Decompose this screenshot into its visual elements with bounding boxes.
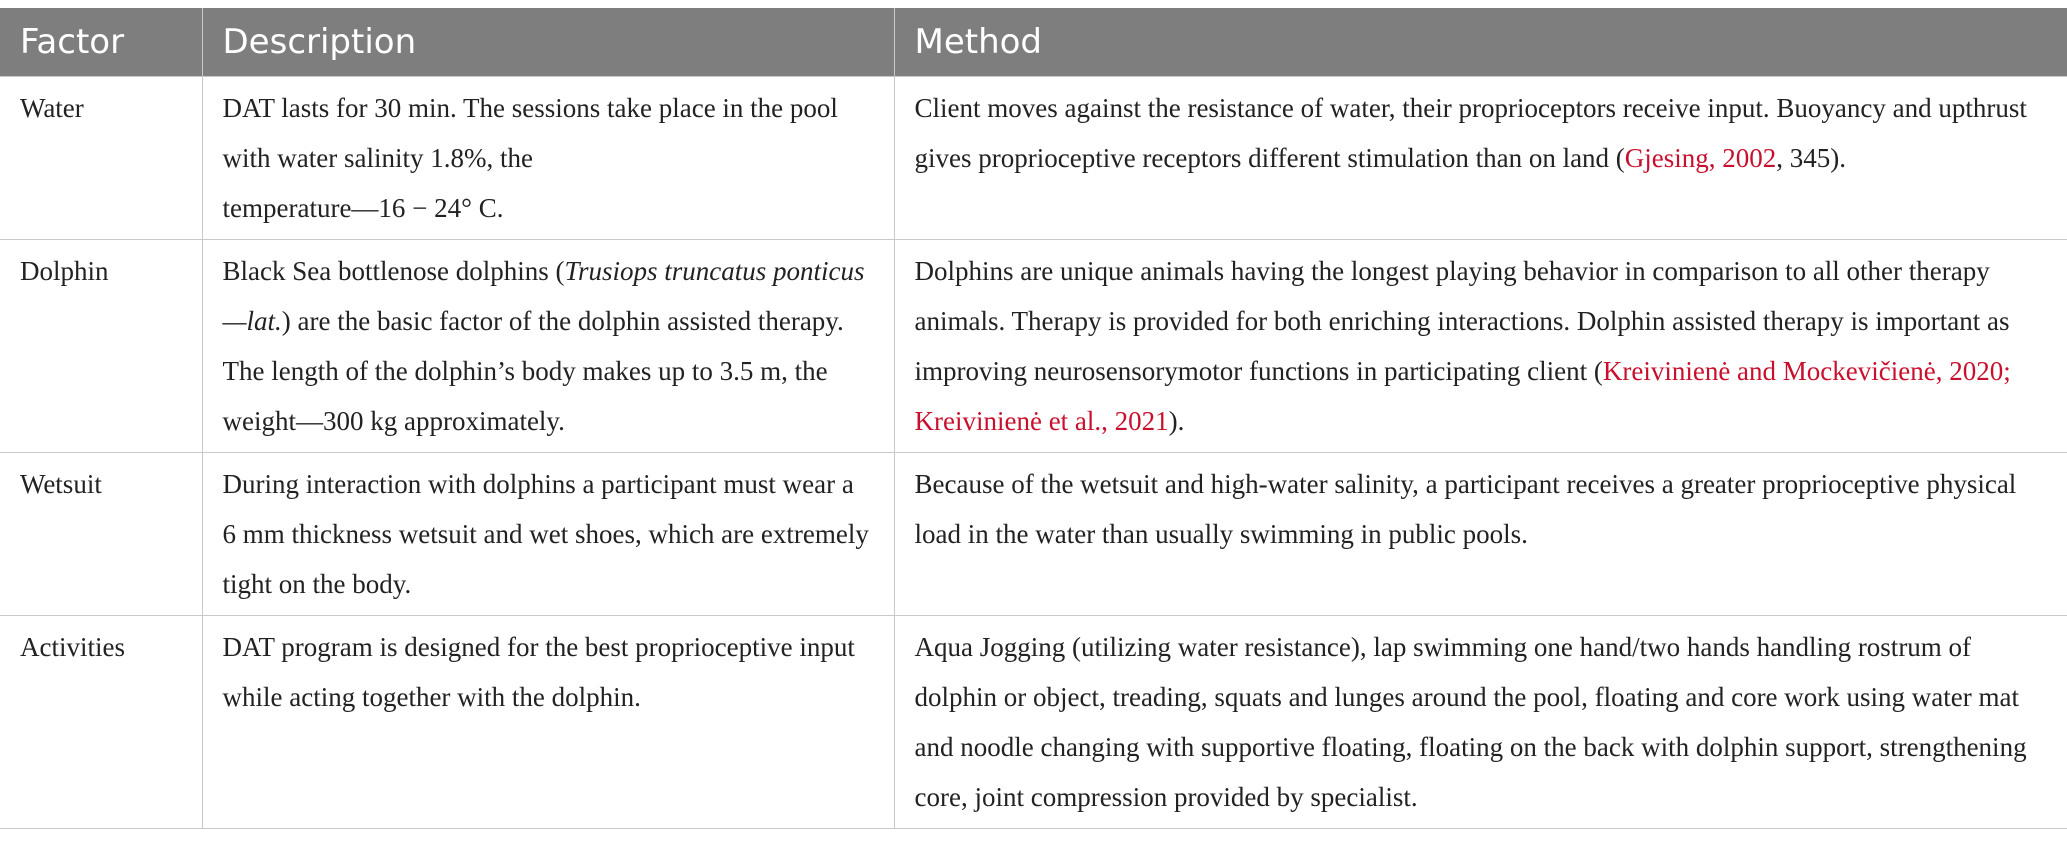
cell-description: DAT program is designed for the best proprioceptive input while acting together with the dolphin. [202,616,894,829]
citation-link[interactable]: Kreivinienė and Mockevičienė, 2020; Kreivinienė et al., 2021 [914,356,2011,436]
citation-link[interactable]: Gjesing, 2002 [1624,143,1777,173]
table-row-water [0,77,2067,240]
species-name: Trusiops truncatus ponticus—lat. [222,256,865,336]
method-text: Dolphins are unique animals having the longest playing behavior in comparison to all other therapy animals. Therapy is provided for both enriching interactions. Dolphin assisted therapy is important as improving neurosensorymotor functions in participating client ( [914,256,2010,386]
cell-factor: Water [0,77,202,240]
method-text-end: , 345). [1776,143,1847,173]
cell-description: During interaction with dolphins a participant must wear a 6 mm thickness wetsuit and wet shoes, which are extremely tight on the body. [202,453,894,616]
table-row-activities [0,616,2067,829]
method-text: Client moves against the resistance of water, their proprioceptors receive input. Buoyancy and upthrust gives proprioceptive receptors different stimulation than on land ( [914,93,2027,173]
cell-factor: Dolphin [0,240,202,453]
header-factor: Factor [0,8,202,77]
dat-factors-table-container [0,8,2067,829]
method-text-end: ). [1168,406,1185,436]
cell-description [202,77,894,240]
table-row-wetsuit [0,453,2067,616]
cell-method [894,240,2067,453]
cell-method: Aqua Jogging (utilizing water resistance), lap swimming one hand/two hands handling rostrum of dolphin or object, treading, squats and lunges around the pool, floating and core work using water mat and noodle changing with supportive floating, floating on the back with dolphin support, strengthening core, joint compression provided by specialist. [894,616,2067,829]
table-row-dolphin [0,240,2067,453]
description-text-end: ) are the basic factor of the dolphin assisted therapy. The length of the dolphin’s body makes up to 3.5 m, the weight—300 kg approximately. [222,306,844,436]
cell-factor: Wetsuit [0,453,202,616]
cell-method [894,77,2067,240]
header-method: Method [894,8,2067,77]
description-text-continued: temperature—16 − 24° C. [222,193,504,223]
cell-method: Because of the wetsuit and high-water salinity, a participant receives a greater proprioceptive physical load in the water than usually swimming in public pools. [894,453,2067,616]
description-text: DAT lasts for 30 min. The sessions take place in the pool with water salinity 1.8%, the [222,93,838,173]
table-body [0,77,2067,829]
header-row [0,8,2067,77]
description-text: Black Sea bottlenose dolphins ( [222,256,565,286]
header-description: Description [202,8,894,77]
table-header [0,8,2067,77]
cell-factor: Activities [0,616,202,829]
dat-factors-table [0,8,2067,829]
cell-description [202,240,894,453]
